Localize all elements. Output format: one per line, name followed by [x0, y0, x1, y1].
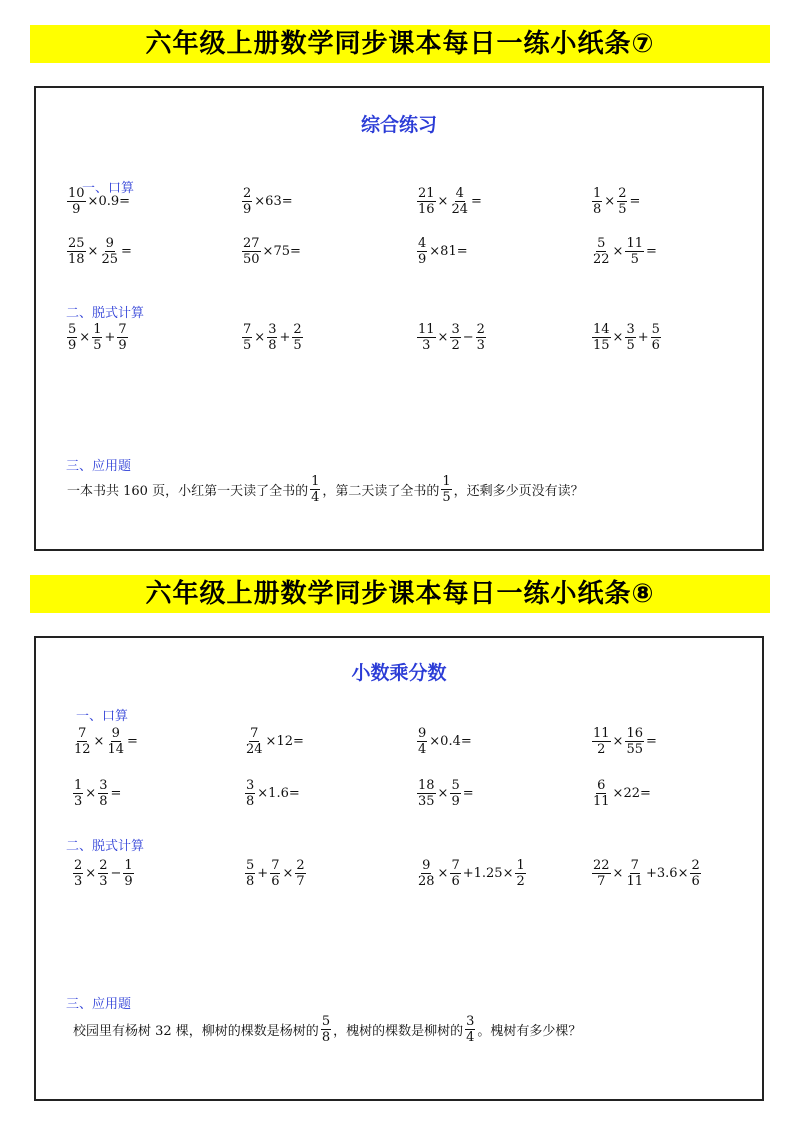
calc-problem	[416, 322, 487, 353]
calc-problem	[72, 858, 135, 889]
oral-problem	[66, 236, 133, 267]
denominator: 2	[597, 742, 606, 757]
numerator: 7	[78, 726, 87, 741]
operator-text: ×	[79, 330, 91, 345]
numerator: 25	[68, 236, 85, 251]
section-oral-heading: 一、口算	[76, 709, 129, 724]
operator-text: =	[646, 244, 657, 259]
fraction	[465, 1014, 475, 1045]
numerator: 2	[293, 322, 302, 337]
word-problem	[72, 1014, 582, 1045]
denominator: 3	[476, 338, 485, 353]
fraction	[242, 186, 252, 217]
operator-text: ×0.9=	[87, 194, 131, 209]
numerator: 5	[68, 322, 77, 337]
fraction	[321, 1014, 331, 1045]
fraction	[417, 726, 427, 757]
denominator: 8	[246, 874, 255, 889]
numerator: 1	[311, 474, 320, 489]
denominator: 9	[451, 794, 460, 809]
numerator: 11	[418, 322, 435, 337]
denominator: 5	[618, 202, 627, 217]
operator-text: =	[462, 786, 474, 801]
numerator: 11	[626, 236, 643, 251]
numerator: 22	[593, 858, 610, 873]
oral-problem	[416, 778, 475, 809]
section-apply-heading: 三、应用题	[66, 997, 132, 1012]
numerator: 6	[597, 778, 606, 793]
numerator: 10	[68, 186, 85, 201]
numerator: 2	[691, 858, 700, 873]
calc-problem	[66, 322, 129, 353]
numerator: 5	[451, 778, 460, 793]
numerator: 3	[268, 322, 277, 337]
fraction	[417, 322, 436, 353]
denominator: 22	[593, 252, 610, 267]
operator-text: ×1.6=	[257, 786, 300, 801]
denominator: 15	[593, 338, 610, 353]
fraction	[417, 236, 427, 267]
fraction	[270, 858, 280, 889]
numerator: 1	[124, 858, 133, 873]
operator-text: =	[646, 734, 657, 749]
fraction	[450, 186, 469, 217]
operator-text: ×	[437, 194, 449, 209]
operator-text: ×	[612, 734, 624, 749]
numerator: 3	[466, 1014, 475, 1029]
oral-problem	[244, 726, 305, 757]
oral-problem	[72, 778, 122, 809]
operator-text: ×	[93, 734, 105, 749]
operator-text: ×	[437, 330, 449, 345]
worksheet-8	[34, 636, 764, 1101]
oral-problem	[591, 236, 658, 267]
fraction	[67, 186, 86, 217]
operator-text: ×	[254, 330, 266, 345]
oral-problem	[416, 236, 469, 267]
operator-text: =	[110, 786, 122, 801]
fraction	[98, 778, 108, 809]
denominator: 4	[311, 490, 320, 505]
numerator: 5	[651, 322, 660, 337]
denominator: 7	[597, 874, 606, 889]
denominator: 8	[246, 794, 255, 809]
denominator: 6	[691, 874, 700, 889]
numerator: 1	[593, 186, 602, 201]
denominator: 25	[101, 252, 118, 267]
denominator: 8	[268, 338, 277, 353]
denominator: 6	[651, 338, 660, 353]
fraction	[417, 186, 436, 217]
numerator: 7	[250, 726, 259, 741]
fraction	[242, 236, 261, 267]
operator-text: +	[279, 330, 291, 345]
numerator: 14	[593, 322, 610, 337]
denominator: 24	[451, 202, 468, 217]
numerator: 3	[451, 322, 460, 337]
numerator: 2	[618, 186, 627, 201]
numerator: 1	[74, 778, 83, 793]
oral-problem	[416, 726, 473, 757]
calc-problem	[244, 858, 307, 889]
operator-text: −	[110, 866, 122, 881]
operator-text: +3.6×	[646, 866, 689, 881]
fraction	[690, 858, 700, 889]
fraction	[592, 322, 611, 353]
operator-text: +	[104, 330, 116, 345]
fraction	[73, 778, 83, 809]
fraction	[73, 858, 83, 889]
operator-text: ×	[612, 244, 624, 259]
denominator: 11	[626, 874, 643, 889]
numerator: 9	[422, 858, 431, 873]
numerator: 21	[418, 186, 435, 201]
denominator: 3	[99, 874, 108, 889]
fraction	[450, 858, 460, 889]
oral-problem	[241, 236, 302, 267]
denominator: 7	[296, 874, 305, 889]
numerator: 5	[597, 236, 606, 251]
denominator: 11	[593, 794, 610, 809]
denominator: 9	[124, 874, 133, 889]
fraction	[592, 858, 611, 889]
denominator: 5	[630, 252, 639, 267]
denominator: 35	[418, 794, 435, 809]
oral-problem	[241, 186, 294, 217]
fraction	[245, 778, 255, 809]
operator-text: ×75=	[262, 244, 301, 259]
fraction	[92, 322, 102, 353]
denominator: 9	[68, 338, 77, 353]
numerator: 11	[593, 726, 610, 741]
fraction	[625, 322, 635, 353]
fraction	[515, 858, 525, 889]
denominator: 12	[74, 742, 91, 757]
sheet-title: 综合练习	[360, 114, 437, 136]
denominator: 5	[626, 338, 635, 353]
numerator: 1	[442, 474, 451, 489]
operator-text: ×	[612, 330, 624, 345]
fraction	[292, 322, 302, 353]
fraction	[625, 858, 644, 889]
fraction	[625, 236, 644, 267]
fraction	[242, 322, 252, 353]
denominator: 6	[271, 874, 280, 889]
denominator: 4	[466, 1030, 475, 1045]
denominator: 55	[626, 742, 643, 757]
denominator: 8	[321, 1030, 331, 1045]
numerator: 7	[243, 322, 252, 337]
numerator: 5	[321, 1014, 331, 1029]
numerator: 9	[418, 726, 427, 741]
oral-problem	[66, 186, 131, 217]
fraction	[310, 474, 320, 505]
sheet-title: 小数乘分数	[351, 662, 447, 684]
denominator: 9	[118, 338, 127, 353]
operator-text: =	[471, 194, 482, 209]
fraction	[73, 726, 92, 757]
operator-text: ，第二天读了全书的	[322, 484, 440, 499]
denominator: 8	[99, 794, 108, 809]
denominator: 5	[93, 338, 102, 353]
fraction	[67, 322, 77, 353]
numerator: 4	[455, 186, 464, 201]
denominator: 2	[516, 874, 525, 889]
numerator: 3	[626, 322, 635, 337]
banner-title: 六年级上册数学同步课本每日一练小纸条⑦	[30, 25, 770, 63]
operator-text: ×63=	[254, 194, 293, 209]
word-problem	[66, 474, 585, 505]
denominator: 5	[243, 338, 252, 353]
numerator: 7	[451, 858, 460, 873]
numerator: 9	[111, 726, 120, 741]
numerator: 1	[516, 858, 525, 873]
numerator: 4	[418, 236, 427, 251]
numerator: 2	[99, 858, 108, 873]
denominator: 9	[243, 202, 252, 217]
numerator: 18	[418, 778, 435, 793]
operator-text: 一本书共 160 页，小红第一天读了全书的	[67, 484, 309, 499]
denominator: 5	[293, 338, 302, 353]
operator-text: ×	[85, 866, 97, 881]
numerator: 3	[246, 778, 255, 793]
denominator: 50	[243, 252, 260, 267]
fraction	[98, 858, 108, 889]
fraction	[625, 726, 644, 757]
denominator: 24	[246, 742, 263, 757]
calc-problem	[591, 322, 662, 353]
section-apply-heading: 三、应用题	[66, 459, 132, 474]
oral-problem	[72, 726, 139, 757]
fraction	[450, 778, 460, 809]
section-calc-heading: 二、脱式计算	[66, 839, 145, 854]
operator-text: +	[257, 866, 269, 881]
operator-text: 校园里有杨树 32 棵，柳树的棵数是杨树的	[73, 1024, 319, 1039]
numerator: 9	[105, 236, 114, 251]
denominator: 3	[74, 794, 83, 809]
section-calc-heading: 二、脱式计算	[66, 306, 145, 321]
denominator: 3	[74, 874, 83, 889]
numerator: 7	[118, 322, 127, 337]
calc-problem	[416, 858, 527, 889]
fraction	[245, 726, 264, 757]
operator-text: +1.25×	[462, 866, 514, 881]
numerator: 1	[93, 322, 102, 337]
fraction	[123, 858, 133, 889]
fraction	[106, 726, 125, 757]
fraction	[67, 236, 86, 267]
fraction	[651, 322, 661, 353]
denominator: 5	[442, 490, 451, 505]
numerator: 27	[243, 236, 260, 251]
denominator: 4	[418, 742, 427, 757]
operator-text: =	[629, 194, 641, 209]
operator-text: =	[127, 734, 138, 749]
numerator: 3	[99, 778, 108, 793]
numerator: 7	[271, 858, 280, 873]
numerator: 2	[243, 186, 252, 201]
banner-title: 六年级上册数学同步课本每日一练小纸条⑧	[30, 575, 770, 613]
oral-problem	[591, 778, 652, 809]
operator-text: ×	[612, 866, 624, 881]
denominator: 2	[451, 338, 460, 353]
operator-text: ×22=	[612, 786, 651, 801]
operator-text: ，还剩多少页没有读？	[453, 484, 584, 499]
numerator: 5	[246, 858, 255, 873]
section-oral-heading: 一、口算	[82, 181, 135, 196]
denominator: 8	[593, 202, 602, 217]
fraction	[295, 858, 305, 889]
fraction	[617, 186, 627, 217]
operator-text: ×0.4=	[429, 734, 472, 749]
fraction	[441, 474, 451, 505]
calc-problem	[241, 322, 304, 353]
numerator: 2	[74, 858, 83, 873]
operator-text: ×12=	[265, 734, 304, 749]
operator-text: 。槐树有多少棵？	[477, 1024, 582, 1039]
denominator: 14	[107, 742, 124, 757]
operator-text: ×	[87, 244, 99, 259]
oral-problem	[591, 726, 658, 757]
worksheet-7	[34, 86, 764, 551]
operator-text: ×	[604, 194, 616, 209]
operator-text: ，槐树的棵数是柳树的	[333, 1024, 464, 1039]
fraction	[245, 858, 255, 889]
fraction	[100, 236, 119, 267]
operator-text: =	[121, 244, 132, 259]
calc-problem	[591, 858, 702, 889]
fraction	[417, 778, 436, 809]
oral-problem	[591, 186, 641, 217]
numerator: 7	[630, 858, 639, 873]
numerator: 2	[296, 858, 305, 873]
numerator: 2	[476, 322, 485, 337]
fraction	[117, 322, 127, 353]
denominator: 16	[418, 202, 435, 217]
denominator: 28	[418, 874, 435, 889]
operator-text: +	[637, 330, 649, 345]
fraction	[592, 186, 602, 217]
operator-text: −	[462, 330, 474, 345]
denominator: 18	[68, 252, 85, 267]
denominator: 9	[72, 202, 81, 217]
fraction	[417, 858, 436, 889]
fraction	[592, 726, 611, 757]
fraction	[592, 236, 611, 267]
fraction	[450, 322, 460, 353]
fraction	[476, 322, 486, 353]
fraction	[267, 322, 277, 353]
denominator: 6	[451, 874, 460, 889]
oral-problem	[244, 778, 301, 809]
operator-text: ×	[282, 866, 294, 881]
operator-text: ×	[437, 786, 449, 801]
fraction	[592, 778, 611, 809]
operator-text: ×	[437, 866, 449, 881]
operator-text: ×	[85, 786, 97, 801]
operator-text: ×81=	[429, 244, 468, 259]
denominator: 3	[422, 338, 431, 353]
numerator: 16	[626, 726, 643, 741]
denominator: 9	[418, 252, 427, 267]
oral-problem	[416, 186, 483, 217]
